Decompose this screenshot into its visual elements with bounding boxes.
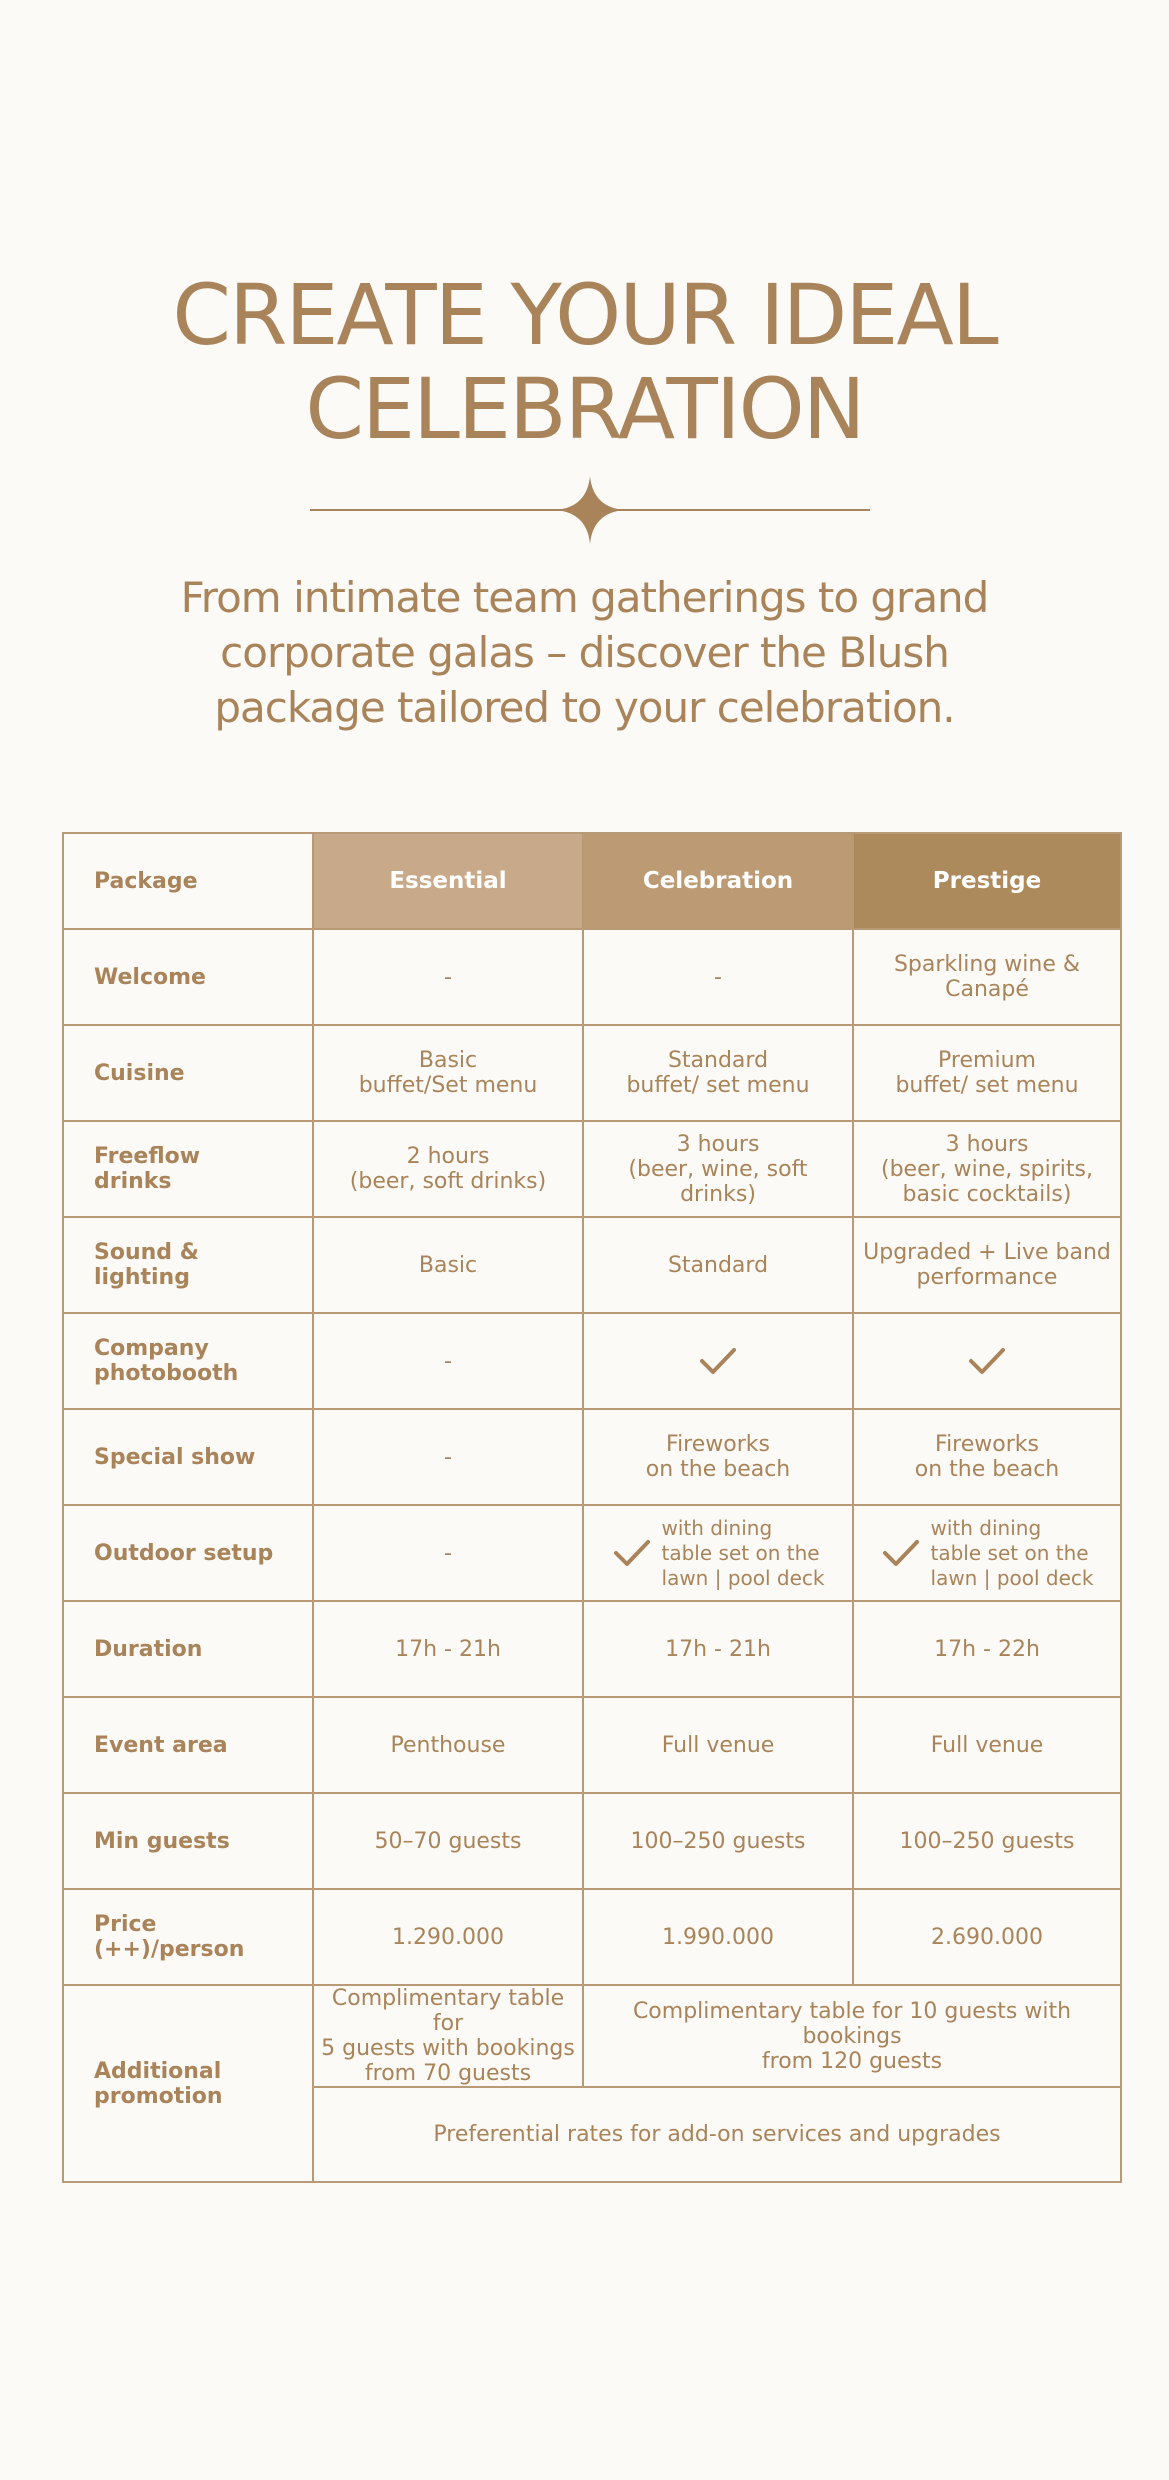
sound-prestige: [853, 1217, 1121, 1313]
title-line-2: CELEBRATION: [305, 360, 864, 458]
welcome-label: Welcome: [63, 929, 313, 1025]
welcome-essential: -: [313, 929, 583, 1025]
header-celebration: Celebration: [583, 833, 853, 929]
table-row-welcome: [63, 929, 1121, 1025]
promotion-essential-line-3: from 70 guests: [364, 2061, 532, 2086]
drinks-prestige-line-2: (beer, wine, spirits,: [881, 1156, 1093, 1182]
promotion-upper-line-1: Complimentary table for 10 guests with bookings: [632, 1998, 1072, 2049]
welcome-prestige: [853, 929, 1121, 1025]
outdoor-celebration-line-2: table set on the: [661, 1540, 820, 1565]
drinks-celebration-line-1: 3 hours: [676, 1131, 760, 1157]
cuisine-celebration-line-2: buffet/ set menu: [626, 1073, 810, 1098]
show-celebration-line-1: Fireworks: [666, 1432, 770, 1457]
subtitle-line-3: package tailored to your celebration.: [214, 683, 955, 732]
area-celebration: Full venue: [583, 1697, 853, 1793]
show-prestige-line-1: Fireworks: [935, 1432, 1039, 1457]
photobooth-label-line-1: Company: [94, 1336, 209, 1361]
photobooth-prestige: [853, 1313, 1121, 1409]
promotion-label: [63, 1985, 313, 2182]
area-prestige: Full venue: [853, 1697, 1121, 1793]
price-essential: 1.290.000: [313, 1889, 583, 1985]
table-row-price: [63, 1889, 1121, 1985]
table-row-header: [63, 833, 1121, 929]
promotion-label-line-2: promotion: [94, 2083, 223, 2109]
table-row-duration: [63, 1601, 1121, 1697]
show-celebration: [583, 1409, 853, 1505]
outdoor-celebration: [583, 1505, 853, 1601]
title-line-1: CREATE YOUR IDEAL: [172, 266, 997, 364]
drinks-essential: [313, 1121, 583, 1217]
cuisine-prestige: [853, 1025, 1121, 1121]
show-prestige: [853, 1409, 1121, 1505]
subtitle-line-1: From intimate team gatherings to grand: [180, 573, 989, 622]
sound-label-line-2: lighting: [94, 1265, 190, 1290]
table-row-cuisine: [63, 1025, 1121, 1121]
welcome-prestige-line-2: Canapé: [945, 977, 1029, 1002]
drinks-essential-line-2: (beer, soft drinks): [349, 1169, 547, 1194]
promotion-shared: Preferential rates for add-on services and upgrades: [313, 2087, 1121, 2182]
drinks-prestige-line-3: basic cocktails): [902, 1181, 1072, 1207]
outdoor-celebration-line-1: with dining: [661, 1515, 773, 1540]
drinks-label-line-2: drinks: [94, 1169, 172, 1194]
show-prestige-line-2: on the beach: [914, 1457, 1060, 1482]
area-essential: Penthouse: [313, 1697, 583, 1793]
promotion-essential: [313, 1985, 583, 2087]
sound-essential: Basic: [313, 1217, 583, 1313]
photobooth-label-line-2: photobooth: [94, 1361, 239, 1386]
photobooth-celebration: [583, 1313, 853, 1409]
table-row-photobooth: [63, 1313, 1121, 1409]
photobooth-essential: -: [313, 1313, 583, 1409]
promotion-label-line-1: Additional: [94, 2058, 222, 2084]
area-label: Event area: [63, 1697, 313, 1793]
table-row-event-area: [63, 1697, 1121, 1793]
cuisine-prestige-line-1: Premium: [938, 1048, 1036, 1073]
table-row-outdoor: [63, 1505, 1121, 1601]
header-package-label: Package: [63, 833, 313, 929]
promotion-essential-line-1: Complimentary table for: [331, 1986, 565, 2036]
outdoor-label: Outdoor setup: [63, 1505, 313, 1601]
price-prestige: 2.690.000: [853, 1889, 1121, 1985]
promotion-upper-line-2: from 120 guests: [761, 2048, 943, 2074]
sound-celebration: Standard: [583, 1217, 853, 1313]
check-icon: [881, 1537, 921, 1569]
price-celebration: 1.990.000: [583, 1889, 853, 1985]
duration-prestige: 17h - 22h: [853, 1601, 1121, 1697]
cuisine-essential-line-1: Basic: [418, 1048, 478, 1073]
show-essential: -: [313, 1409, 583, 1505]
drinks-prestige-line-1: 3 hours: [945, 1131, 1029, 1157]
price-label: Price (++)/person: [63, 1889, 313, 1985]
outdoor-essential: -: [313, 1505, 583, 1601]
welcome-prestige-line-1: Sparkling wine &: [893, 952, 1081, 977]
drinks-label-line-1: Freeflow: [94, 1144, 201, 1169]
duration-essential: 17h - 21h: [313, 1601, 583, 1697]
promotion-essential-line-2: 5 guests with bookings: [321, 2036, 575, 2061]
drinks-celebration: [583, 1121, 853, 1217]
guests-celebration: 100–250 guests: [583, 1793, 853, 1889]
header-essential: Essential: [313, 833, 583, 929]
drinks-essential-line-1: 2 hours: [406, 1144, 490, 1169]
duration-label: Duration: [63, 1601, 313, 1697]
check-icon: [967, 1345, 1007, 1377]
table-row-special-show: [63, 1409, 1121, 1505]
guests-label: Min guests: [63, 1793, 313, 1889]
outdoor-prestige-line-2: table set on the: [930, 1540, 1089, 1565]
outdoor-prestige-line-1: with dining: [930, 1515, 1042, 1540]
page-title: [0, 268, 1169, 456]
welcome-celebration: -: [583, 929, 853, 1025]
subtitle-line-2: corporate galas – discover the Blush: [220, 628, 949, 677]
show-label: Special show: [63, 1409, 313, 1505]
sound-label-line-1: Sound &: [94, 1240, 199, 1265]
cuisine-essential-line-2: buffet/Set menu: [358, 1073, 538, 1098]
header-prestige: Prestige: [853, 833, 1121, 929]
cuisine-celebration-line-1: Standard: [667, 1048, 769, 1073]
cuisine-essential: [313, 1025, 583, 1121]
outdoor-prestige: [853, 1505, 1121, 1601]
promotion-celebration-prestige: [583, 1985, 1121, 2087]
table-row-promotion: [63, 1985, 1121, 2087]
drinks-prestige: [853, 1121, 1121, 1217]
check-icon: [612, 1537, 652, 1569]
package-comparison-table: [62, 832, 1122, 2183]
page-subtitle: [120, 570, 1049, 735]
cuisine-celebration: [583, 1025, 853, 1121]
table-row-min-guests: [63, 1793, 1121, 1889]
photobooth-label: [63, 1313, 313, 1409]
sparkle-divider-icon: [310, 470, 870, 550]
cuisine-label: Cuisine: [63, 1025, 313, 1121]
sound-prestige-line-2: performance: [916, 1265, 1058, 1290]
cuisine-prestige-line-2: buffet/ set menu: [895, 1073, 1079, 1098]
guests-prestige: 100–250 guests: [853, 1793, 1121, 1889]
drinks-celebration-line-2: (beer, wine, soft drinks): [628, 1156, 808, 1207]
table-row-drinks: [63, 1121, 1121, 1217]
check-icon: [698, 1345, 738, 1377]
sound-prestige-line-1: Upgraded + Live band: [863, 1240, 1111, 1265]
table-row-sound: [63, 1217, 1121, 1313]
outdoor-prestige-line-3: lawn | pool deck: [930, 1565, 1094, 1590]
drinks-label: [63, 1121, 313, 1217]
duration-celebration: 17h - 21h: [583, 1601, 853, 1697]
show-celebration-line-2: on the beach: [645, 1457, 791, 1482]
sound-label: [63, 1217, 313, 1313]
guests-essential: 50–70 guests: [313, 1793, 583, 1889]
outdoor-celebration-line-3: lawn | pool deck: [661, 1565, 825, 1590]
